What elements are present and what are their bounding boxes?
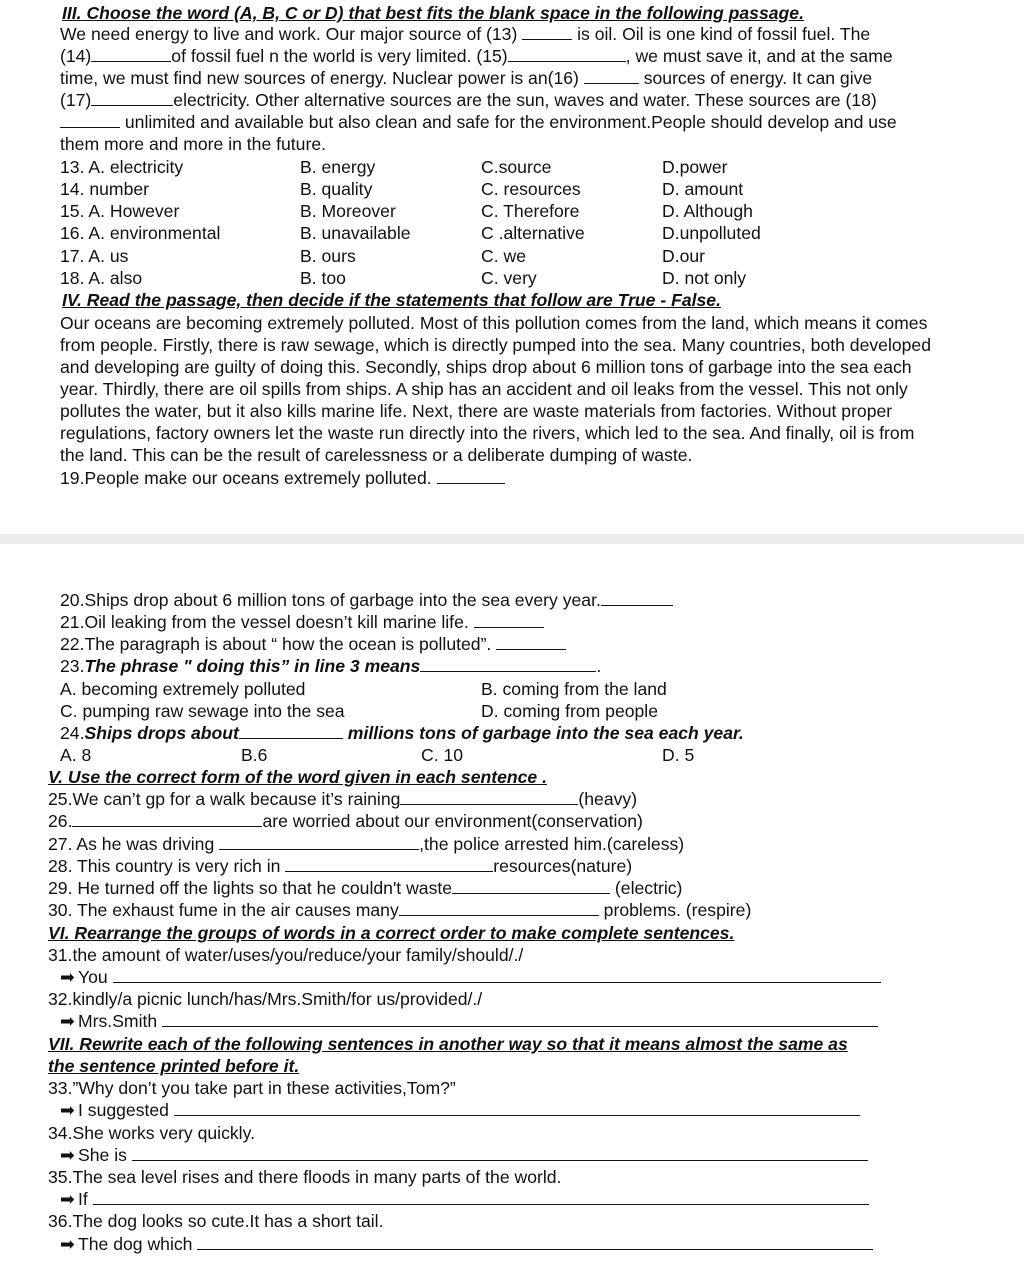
section-5-heading: V. Use the correct form of the word given in each sentence . — [48, 767, 547, 787]
passage-line: the land. This can be the result of carelessness or a deliberate dumping of waste. — [60, 445, 693, 465]
arrow-right-icon: ➡ — [60, 1145, 75, 1165]
option-23-a[interactable]: A. becoming extremely polluted — [60, 679, 306, 699]
option-13-b[interactable]: B. energy — [300, 157, 376, 177]
passage-line — [60, 67, 872, 89]
text: 21.Oil leaking from the vessel doesn’t kill marine life. — [60, 612, 474, 632]
question-34: 34.She works very quickly. — [48, 1123, 255, 1143]
section-6-heading: VI. Rearrange the groups of words in a correct order to make complete sentences. — [48, 923, 735, 943]
text: 24. — [60, 723, 85, 743]
passage-line: from people. Firstly, there is raw sewage, which is directly pumped into the sea. Many countries, both developed — [60, 335, 931, 355]
text: , we must save it, and at the same — [625, 46, 893, 66]
blank-15[interactable] — [508, 46, 626, 62]
text: of fossil fuel n the world is very limited. (15) — [171, 46, 508, 66]
text: 25.We can’t gp for a walk because it’s raining — [48, 789, 401, 809]
text: 30. The exhaust fume in the air causes many — [48, 900, 399, 920]
text: 23. — [60, 656, 85, 676]
answer-34 — [60, 1144, 868, 1166]
text: millions tons of garbage into the sea each year. — [342, 723, 744, 743]
text: 22.The paragraph is about “ how the ocean is polluted”. — [60, 634, 497, 654]
arrow-right-icon: ➡ — [60, 1011, 75, 1031]
text: 19.People make our oceans extremely polluted. — [60, 468, 437, 488]
text: We need energy to live and work. Our major source of (13) — [60, 24, 523, 44]
text: unlimited and available but also clean and safe for the environment.People should develop and use — [120, 112, 897, 132]
option-24-a[interactable]: A. 8 — [60, 745, 92, 765]
text: ,the police arrested him.(careless) — [419, 834, 685, 854]
text: sources of energy. It can give — [638, 68, 873, 88]
passage-line: year. Thirdly, there are oil spills from ships. A ship has an accident and oil leaks from the vessel. This not only — [60, 379, 908, 399]
question-27 — [48, 833, 684, 855]
arrow-right-icon: ➡ — [60, 967, 75, 987]
passage-line: pollutes the water, but it also kills marine life. Next, there are waste materials from factories. Without proper — [60, 401, 893, 421]
option-16-d[interactable]: D.unpolluted — [662, 223, 761, 243]
text: electricity. Other alternative sources are the sun, waves and water. These sources are (18) — [173, 90, 877, 110]
passage-line — [60, 111, 897, 133]
arrow-right-icon: ➡ — [60, 1100, 75, 1120]
passage-line — [60, 89, 877, 111]
page-separator — [0, 534, 1024, 544]
option-24-c[interactable]: C. 10 — [421, 745, 464, 765]
option-15-c[interactable]: C. Therefore — [481, 201, 580, 221]
answer-35-blank[interactable] — [93, 1189, 869, 1205]
option-13-c[interactable]: C.source — [481, 157, 552, 177]
answer-28-blank[interactable] — [285, 856, 493, 872]
option-14-c[interactable]: C. resources — [481, 179, 581, 199]
answer-29-blank[interactable] — [452, 878, 610, 894]
option-24-b[interactable]: B.6 — [241, 745, 268, 765]
passage-line — [60, 23, 870, 45]
answer-19-blank[interactable] — [437, 468, 505, 484]
text: Ships drops about — [84, 723, 239, 743]
text: You — [78, 967, 113, 987]
text: 20.Ships drop about 6 million tons of garbage into the sea every year. — [60, 590, 601, 610]
answer-35 — [60, 1188, 869, 1210]
answer-24-blank[interactable] — [239, 723, 343, 739]
question-25 — [48, 788, 637, 810]
text: (14) — [60, 46, 92, 66]
text: are worried about our environment(conservation) — [262, 811, 643, 831]
answer-30-blank[interactable] — [399, 900, 599, 916]
question-31: 31.the amount of water/uses/you/reduce/your family/should/./ — [48, 945, 524, 965]
text: (heavy) — [578, 789, 638, 809]
option-13-a[interactable]: 13. A. electricity — [60, 157, 184, 177]
question-35: 35.The sea level rises and there floods in many parts of the world. — [48, 1167, 562, 1187]
text: time, we must find new sources of energy. Nuclear power is an(16) — [60, 68, 584, 88]
text: She is — [78, 1145, 132, 1165]
answer-21-blank[interactable] — [474, 612, 544, 628]
question-30 — [48, 899, 751, 921]
section-3-heading: III. Choose the word (A, B, C or D) that best fits the blank space in the following passage. — [62, 3, 804, 23]
option-16-b[interactable]: B. unavailable — [300, 223, 411, 243]
answer-23-blank[interactable] — [420, 656, 596, 672]
question-33: 33.”Why don’t you take part in these activities,Tom?” — [48, 1078, 456, 1098]
question-29 — [48, 877, 682, 899]
option-23-b[interactable]: B. coming from the land — [481, 679, 667, 699]
answer-36 — [60, 1233, 873, 1255]
answer-32-blank[interactable] — [162, 1011, 878, 1027]
blank-16[interactable] — [584, 68, 639, 84]
answer-32 — [60, 1010, 878, 1032]
section-4-heading: IV. Read the passage, then decide if the statements that follow are True - False. — [62, 290, 721, 310]
question-23 — [60, 655, 601, 677]
answer-26-blank[interactable] — [72, 811, 262, 827]
option-18-b[interactable]: B. too — [300, 268, 346, 288]
question-19 — [60, 467, 505, 489]
option-17-d[interactable]: D.our — [662, 246, 706, 266]
text: 28. This country is very rich in — [48, 856, 286, 876]
question-28 — [48, 855, 632, 877]
text: 26. — [48, 811, 73, 831]
blank-18[interactable] — [60, 112, 120, 128]
text: (17) — [60, 90, 92, 110]
question-32: 32.kindly/a picnic lunch/has/Mrs.Smith/for us/provided/./ — [48, 989, 483, 1009]
text: The phrase " doing this” in line 3 means — [84, 656, 421, 676]
text: . — [596, 656, 602, 676]
option-24-d[interactable]: D. 5 — [662, 745, 695, 765]
answer-22-blank[interactable] — [496, 634, 566, 650]
answer-34-blank[interactable] — [132, 1145, 868, 1161]
option-15-a[interactable]: 15. A. However — [60, 201, 180, 221]
text: resources(nature) — [493, 856, 633, 876]
blank-13[interactable] — [522, 24, 572, 40]
text: (electric) — [610, 878, 683, 898]
question-21 — [60, 611, 544, 633]
option-18-d[interactable]: D. not only — [662, 268, 747, 288]
question-20 — [60, 589, 673, 611]
passage-line — [60, 45, 893, 67]
section-7-heading: VII. Rewrite each of the following sentences in another way so that it means almost the same as — [48, 1034, 848, 1054]
option-18-c[interactable]: C. very — [481, 268, 537, 288]
answer-33-blank[interactable] — [174, 1100, 860, 1116]
option-17-b[interactable]: B. ours — [300, 246, 356, 266]
question-36: 36.The dog looks so cute.It has a short tail. — [48, 1211, 384, 1231]
question-22 — [60, 633, 566, 655]
passage-line: them more and more in the future. — [60, 134, 326, 154]
answer-31-blank[interactable] — [113, 967, 881, 983]
text: 29. He turned off the lights so that he couldn't waste — [48, 878, 453, 898]
option-17-a[interactable]: 17. A. us — [60, 246, 129, 266]
option-14-d[interactable]: D. amount — [662, 179, 744, 199]
question-24 — [60, 722, 744, 744]
answer-31 — [60, 966, 881, 988]
passage-line: and developing are guilty of doing this. Secondly, ships drop about 6 million tons of garbage into the sea each — [60, 357, 912, 377]
option-14-b[interactable]: B. quality — [300, 179, 373, 199]
answer-25-blank[interactable] — [400, 789, 578, 805]
question-26 — [48, 810, 643, 832]
answer-27-blank[interactable] — [219, 834, 419, 850]
blank-17[interactable] — [91, 90, 173, 106]
answer-36-blank[interactable] — [197, 1234, 873, 1250]
option-15-b[interactable]: B. Moreover — [300, 201, 396, 221]
text: The dog which — [78, 1234, 198, 1254]
option-17-c[interactable]: C. we — [481, 246, 526, 266]
option-15-d[interactable]: D. Although — [662, 201, 753, 221]
answer-20-blank[interactable] — [601, 590, 673, 606]
text: problems. (respire) — [598, 900, 752, 920]
answer-33 — [60, 1099, 860, 1121]
section-7-heading-cont: the sentence printed before it. — [48, 1056, 300, 1076]
option-23-c[interactable]: C. pumping raw sewage into the sea — [60, 701, 345, 721]
passage-line: regulations, factory owners let the waste run directly into the rivers, which led to the sea. And finally, oil is from — [60, 423, 915, 443]
option-13-d[interactable]: D.power — [662, 157, 728, 177]
text: Mrs.Smith — [78, 1011, 163, 1031]
option-14-a[interactable]: 14. number — [60, 179, 149, 199]
text: If — [78, 1189, 93, 1209]
option-23-d[interactable]: D. coming from people — [481, 701, 658, 721]
arrow-right-icon: ➡ — [60, 1189, 75, 1209]
option-16-c[interactable]: C .alternative — [481, 223, 585, 243]
text: 27. As he was driving — [48, 834, 220, 854]
option-16-a[interactable]: 16. A. environmental — [60, 223, 221, 243]
option-18-a[interactable]: 18. A. also — [60, 268, 143, 288]
passage-line: Our oceans are becoming extremely polluted. Most of this pollution comes from the land, which means it comes — [60, 313, 928, 333]
blank-14[interactable] — [91, 46, 171, 62]
text: is oil. Oil is one kind of fossil fuel. The — [572, 24, 871, 44]
arrow-right-icon: ➡ — [60, 1234, 75, 1254]
text: I suggested — [78, 1100, 174, 1120]
